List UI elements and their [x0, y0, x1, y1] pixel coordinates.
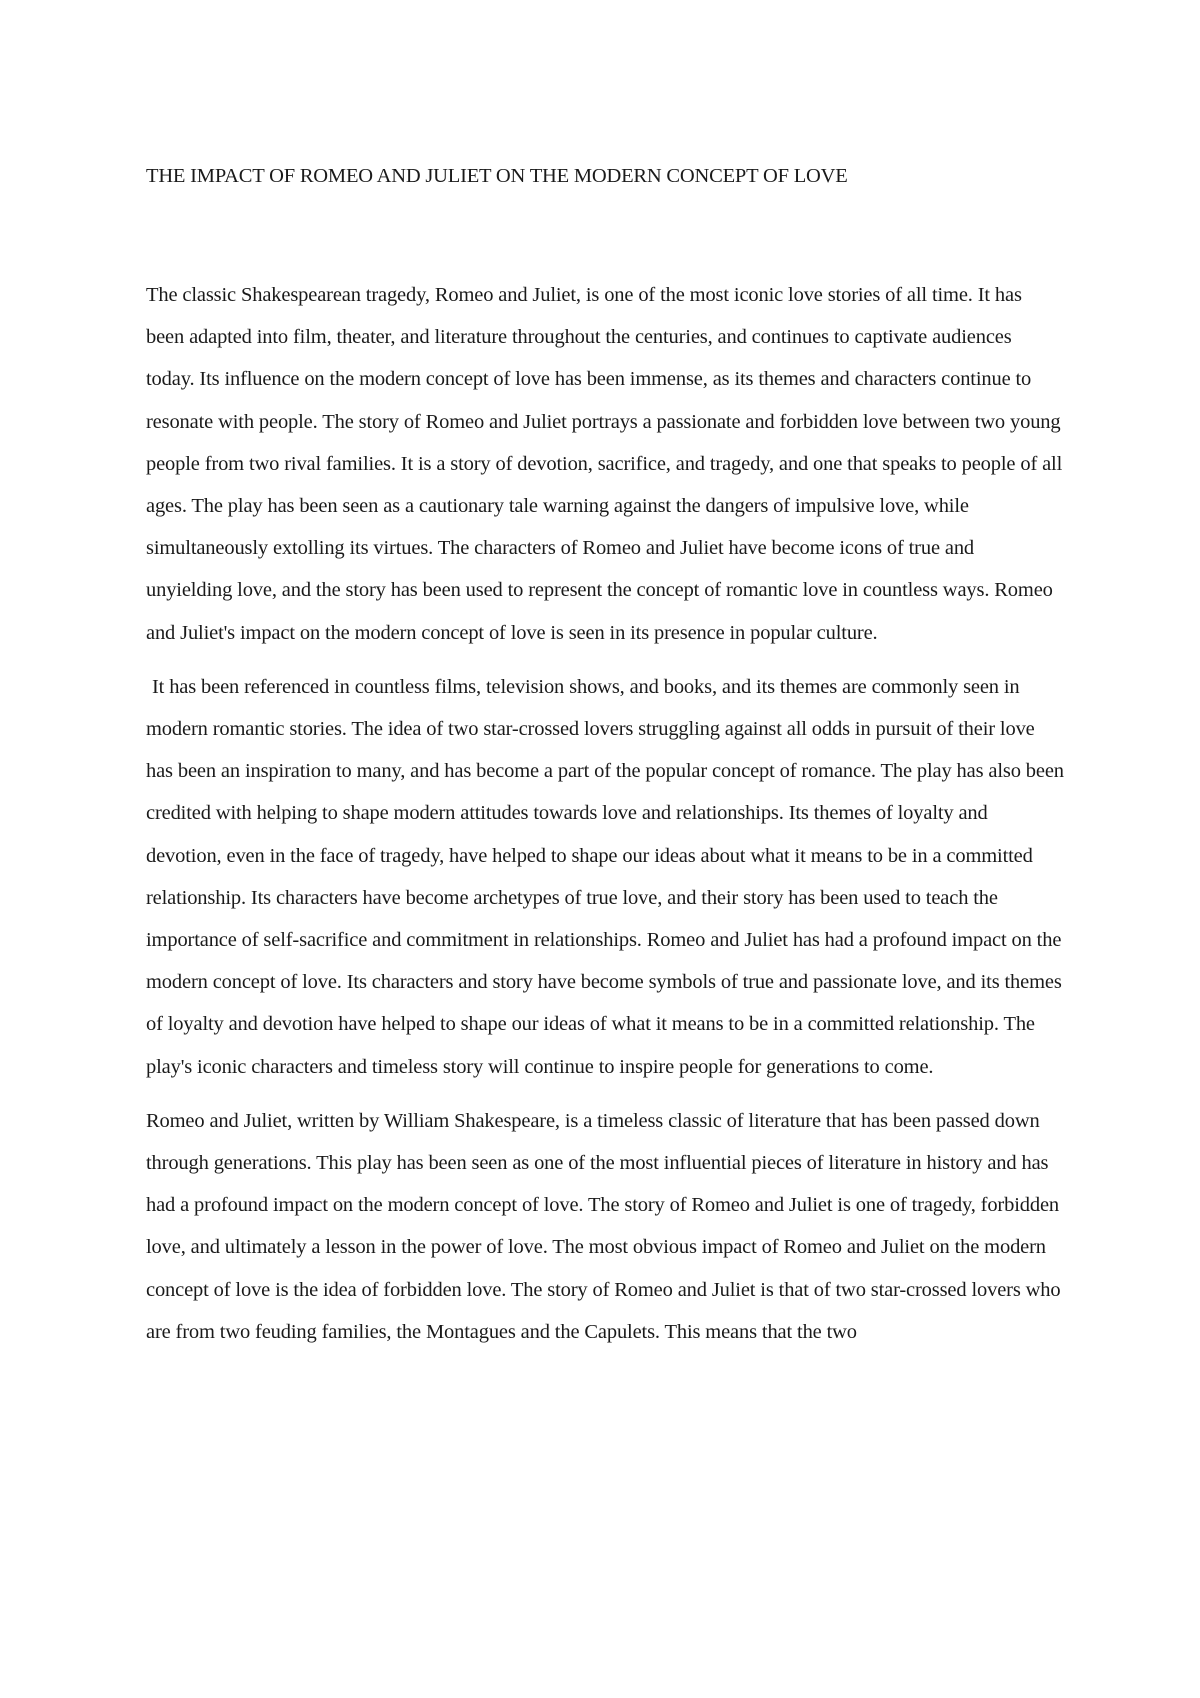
- document-body: [146, 274, 1064, 1365]
- paragraph-2: It has been referenced in countless films, television shows, and books, and its themes are commonly seen in modern romantic stories. The idea of two star-crossed lovers struggling against all odds in pursuit of their love has been an inspiration to many, and has become a part of the popular concept of romance. The play has also been credited with helping to shape modern attitudes towards love and relationships. Its themes of loyalty and devotion, even in the face of tragedy, have helped to shape our ideas about what it means to be in a committed relationship. Its characters have become archetypes of true love, and their story has been used to teach the importance of self-sacrifice and commitment in relationships. Romeo and Juliet has had a profound impact on the modern concept of love. Its characters and story have become symbols of true and passionate love, and its themes of loyalty and devotion have helped to shape our ideas of what it means to be in a committed relationship. The play's iconic characters and timeless story will continue to inspire people for generations to come.: [146, 675, 1064, 1078]
- paragraph-1: The classic Shakespearean tragedy, Romeo and Juliet, is one of the most iconic love stories of all time. It has been adapted into film, theater, and literature throughout the centuries, and continues to captivate audiences today. Its influence on the modern concept of love has been immense, as its themes and characters continue to resonate with people. The story of Romeo and Juliet portrays a passionate and forbidden love between two young people from two rival families. It is a story of devotion, sacrifice, and tragedy, and one that speaks to people of all ages. The play has been seen as a cautionary tale warning against the dangers of impulsive love, while simultaneously extolling its virtues. The characters of Romeo and Juliet have become icons of true and unyielding love, and the story has been used to represent the concept of romantic love in countless ways. Romeo and Juliet's impact on the modern concept of love is seen in its presence in popular culture.: [146, 284, 1063, 644]
- paragraph-3: Romeo and Juliet, written by William Shakespeare, is a timeless classic of literature that has been passed down through generations. This play has been seen as one of the most influential pieces of literature in history and has had a profound impact on the modern concept of love. The story of Romeo and Juliet is one of tragedy, forbidden love, and ultimately a lesson in the power of love. The most obvious impact of Romeo and Juliet on the modern concept of love is the idea of forbidden love. The story of Romeo and Juliet is that of two star-crossed lovers who are from two feuding families, the Montagues and the Capulets. This means that the two: [146, 1109, 1061, 1343]
- document-title: THE IMPACT OF ROMEO AND JULIET ON THE MODERN CONCEPT OF LOVE: [146, 165, 848, 187]
